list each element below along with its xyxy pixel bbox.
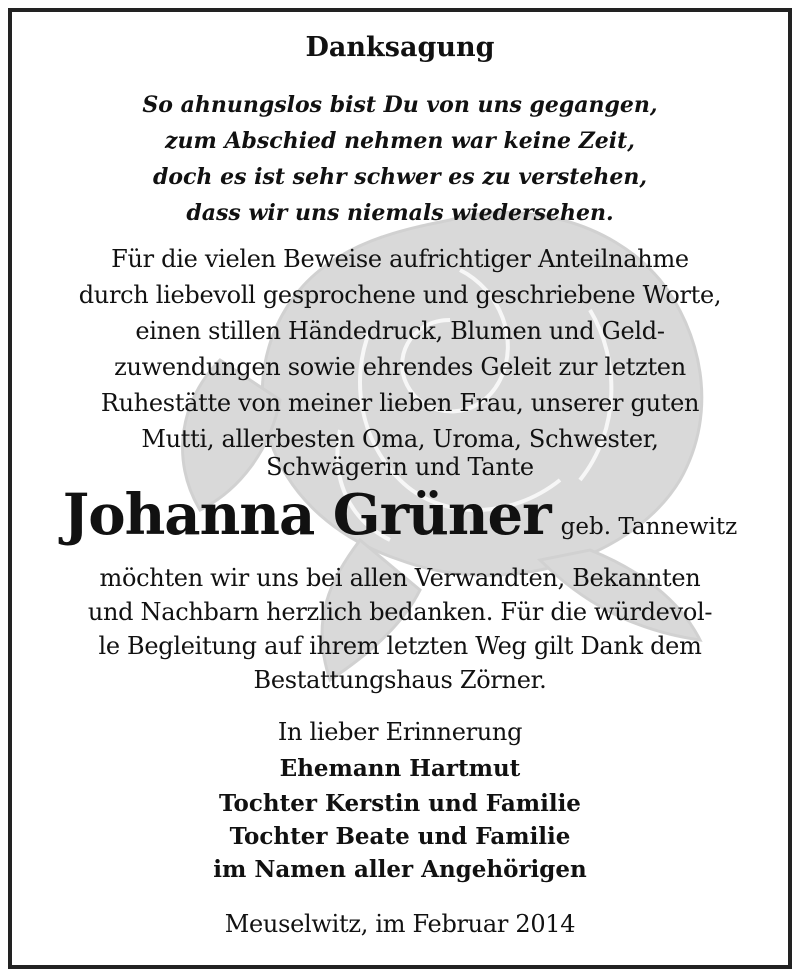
intro-line: Schwägerin und Tante — [266, 453, 534, 481]
verse-line: doch es ist sehr schwer es zu verstehen, — [152, 164, 648, 190]
verse-line: So ahnungslos bist Du von uns gegangen, — [142, 92, 658, 118]
thanks-line: möchten wir uns bei allen Verwandten, Bekannten — [99, 564, 701, 592]
deceased-name: Johanna Grüner — [62, 482, 551, 548]
maiden-name: geb. Tannewitz — [560, 514, 738, 540]
intro-line: Für die vielen Beweise aufrichtiger Anteilnahme — [111, 245, 689, 273]
notice-title: Danksagung — [305, 32, 495, 63]
intro-line: durch liebevoll gesprochene und geschriebene Worte, — [78, 281, 722, 309]
closing-phrase: In lieber Erinnerung — [277, 718, 523, 746]
signatory: im Namen aller Angehörigen — [213, 856, 587, 883]
intro-line: Mutti, allerbesten Oma, Uroma, Schwester, — [141, 425, 659, 453]
intro-line: einen stillen Händedruck, Blumen und Geld- — [135, 317, 665, 345]
verse-line: dass wir uns niemals wiedersehen. — [186, 200, 614, 226]
intro-line: zuwendungen sowie ehrendes Geleit zur letzten — [114, 353, 686, 381]
deceased-name-row — [0, 482, 800, 548]
intro-line: Ruhestätte von meiner lieben Frau, unserer guten — [100, 389, 700, 417]
signatory: Tochter Beate und Familie — [229, 823, 571, 850]
thanks-line: le Begleitung auf ihrem letzten Weg gilt Dank dem — [98, 632, 702, 660]
signatory: Ehemann Hartmut — [279, 755, 521, 782]
thanks-line: und Nachbarn herzlich bedanken. Für die würdevol- — [87, 598, 713, 626]
thanks-line: Bestattungshaus Zörner. — [253, 666, 547, 694]
signatory: Tochter Kerstin und Familie — [219, 790, 581, 817]
place-date: Meuselwitz, im Februar 2014 — [224, 910, 576, 938]
verse-line: zum Abschied nehmen war keine Zeit, — [165, 128, 635, 154]
